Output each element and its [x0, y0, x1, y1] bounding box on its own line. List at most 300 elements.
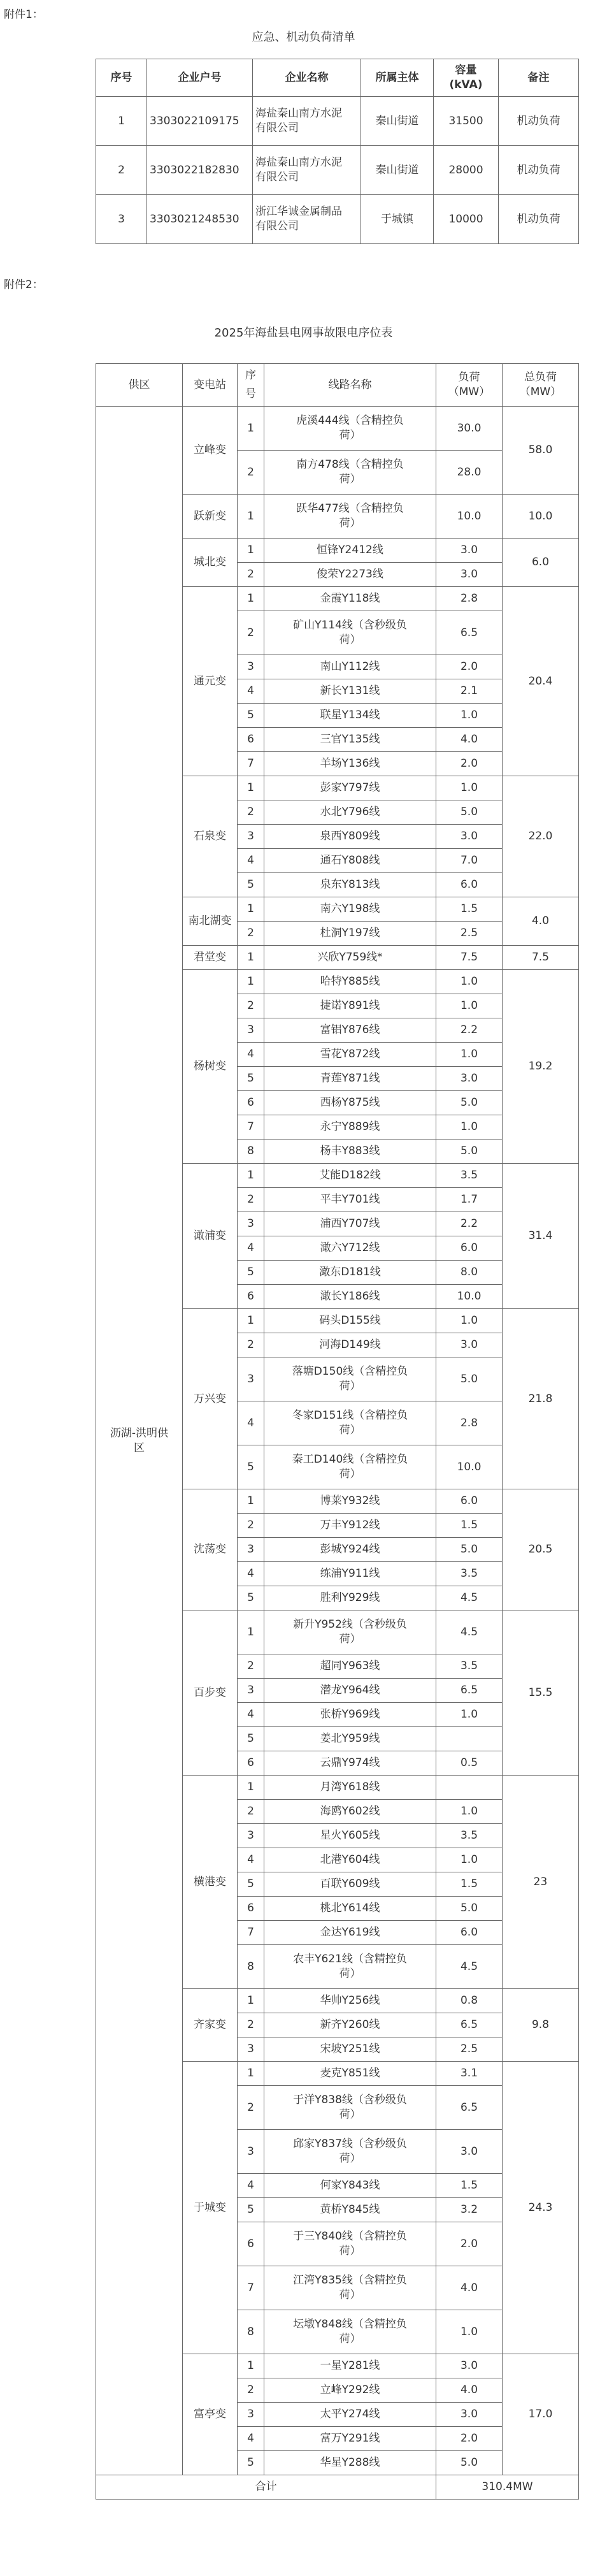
line-load-cell: 2.5	[436, 922, 503, 946]
line-name-cell: 杨丰Y883线	[264, 1140, 436, 1164]
line-index-cell: 4	[238, 1401, 264, 1445]
note-cell: 机动负荷	[499, 146, 579, 195]
line-name-cell: 博莱Y932线	[264, 1489, 436, 1514]
col-header-capacity: 容量 (kVA)	[434, 59, 499, 97]
line-load-cell: 1.0	[436, 704, 503, 728]
substation-cell: 于城变	[183, 2062, 238, 2354]
line-load-cell: 6.5	[436, 611, 503, 655]
line-load-cell	[436, 1727, 503, 1751]
line-name-cell: 河海D149线	[264, 1333, 436, 1357]
total-load-cell: 20.4	[503, 587, 579, 776]
line-index-cell: 5	[238, 1727, 264, 1751]
line-name-cell: 月湾Y618线	[264, 1776, 436, 1800]
total-load-cell: 7.5	[503, 946, 579, 970]
line-load-cell: 1.0	[436, 1309, 503, 1333]
line-load-cell: 4.5	[436, 1610, 503, 1654]
load-shedding-order-table	[96, 363, 579, 2500]
line-index-cell: 6	[238, 2222, 264, 2266]
line-name-cell: 立峰Y292线	[264, 2378, 436, 2403]
line-name-cell: 杜洞Y197线	[264, 922, 436, 946]
line-index-cell: 3	[238, 825, 264, 849]
line-name-cell: 澉长Y186线	[264, 1285, 436, 1309]
line-index-cell: 1	[238, 776, 264, 800]
line-load-cell: 3.0	[436, 825, 503, 849]
line-index-cell: 4	[238, 1703, 264, 1727]
line-index-cell: 4	[238, 2174, 264, 2198]
line-load-cell: 10.0	[436, 495, 503, 539]
line-name-cell: 泉西Y809线	[264, 825, 436, 849]
line-index-cell: 1	[238, 539, 264, 563]
line-index-cell: 2	[238, 994, 264, 1018]
line-name-cell: 富铝Y876线	[264, 1018, 436, 1043]
line-index-cell: 6	[238, 728, 264, 752]
entity-cell: 秦山街道	[361, 97, 434, 146]
line-index-cell: 2	[238, 1800, 264, 1824]
substation-cell: 横港变	[183, 1776, 238, 1989]
line-name-cell: 浦西Y707线	[264, 1212, 436, 1236]
line-name-cell: 云鼎Y974线	[264, 1751, 436, 1776]
total-label-cell: 合计	[96, 2475, 436, 2500]
line-load-cell: 3.0	[436, 2130, 503, 2174]
line-load-cell: 6.0	[436, 1236, 503, 1261]
total-row	[96, 2475, 579, 2500]
line-load-cell: 3.0	[436, 2354, 503, 2378]
line-name-cell: 于洋Y838线（含秒级负 荷）	[264, 2086, 436, 2130]
line-name-cell: 星火Y605线	[264, 1824, 436, 1848]
line-index-cell: 2	[238, 2378, 264, 2403]
line-load-cell: 30.0	[436, 407, 503, 451]
total-load-cell: 58.0	[503, 407, 579, 495]
line-name-cell: 西杨Y875线	[264, 1091, 436, 1115]
line-name-cell: 超同Y963线	[264, 1654, 436, 1679]
substation-cell: 城北变	[183, 539, 238, 587]
line-index-cell: 8	[238, 2310, 264, 2354]
line-name-cell: 冬家D151线（含精控负 荷）	[264, 1401, 436, 1445]
line-load-cell: 28.0	[436, 451, 503, 495]
entity-cell: 秦山街道	[361, 146, 434, 195]
line-load-cell: 3.0	[436, 1067, 503, 1091]
line-name-cell: 码头D155线	[264, 1309, 436, 1333]
total-load-cell: 31.4	[503, 1164, 579, 1309]
line-load-cell: 1.5	[436, 1514, 503, 1538]
line-name-cell: 艾能D182线	[264, 1164, 436, 1188]
line-name-cell: 南方478线（含精控负 荷）	[264, 451, 436, 495]
line-index-cell: 1	[238, 946, 264, 970]
line-name-cell: 潜龙Y964线	[264, 1679, 436, 1703]
substation-cell: 石泉变	[183, 776, 238, 897]
line-name-cell: 青莲Y871线	[264, 1067, 436, 1091]
line-load-cell: 1.0	[436, 970, 503, 994]
attachment-1-label: 附件1：	[4, 8, 43, 21]
line-load-cell: 3.1	[436, 2062, 503, 2086]
total-load-cell: 9.8	[503, 1989, 579, 2062]
table-row	[96, 97, 579, 146]
total-load-cell: 6.0	[503, 539, 579, 587]
line-name-cell: 金霞Y118线	[264, 587, 436, 611]
account-cell: 3303022182830	[147, 146, 253, 195]
substation-cell: 富亭变	[183, 2354, 238, 2475]
line-name-cell: 坛墩Y848线（含精控负 荷）	[264, 2310, 436, 2354]
line-name-cell: 联星Y134线	[264, 704, 436, 728]
line-index-cell: 4	[238, 1043, 264, 1067]
line-index-cell: 3	[238, 1538, 264, 1562]
line-name-cell: 澉东D181线	[264, 1261, 436, 1285]
line-index-cell: 1	[238, 2062, 264, 2086]
total-load-cell: 23	[503, 1776, 579, 1989]
total-load-cell: 4.0	[503, 897, 579, 946]
line-index-cell: 1	[238, 1776, 264, 1800]
substation-cell: 跃新变	[183, 495, 238, 539]
total-load-cell: 24.3	[503, 2062, 579, 2354]
total-value-cell: 310.4MW	[436, 2475, 579, 2500]
line-load-cell: 7.5	[436, 946, 503, 970]
line-name-cell: 南山Y112线	[264, 655, 436, 679]
table-row	[96, 407, 579, 451]
col-header-load: 负荷 （MW）	[436, 364, 503, 407]
line-name-cell: 俊荣Y2273线	[264, 563, 436, 587]
line-index-cell: 4	[238, 2427, 264, 2451]
index-cell: 3	[96, 195, 147, 244]
line-load-cell: 1.0	[436, 1043, 503, 1067]
line-load-cell: 1.0	[436, 994, 503, 1018]
line-name-cell: 平丰Y701线	[264, 1188, 436, 1212]
line-load-cell: 2.0	[436, 752, 503, 776]
line-name-cell: 新齐Y260线	[264, 2013, 436, 2037]
line-name-cell: 太平Y274线	[264, 2403, 436, 2427]
line-load-cell: 1.0	[436, 776, 503, 800]
line-load-cell: 1.5	[436, 897, 503, 922]
line-index-cell: 2	[238, 1654, 264, 1679]
line-load-cell: 2.8	[436, 1401, 503, 1445]
capacity-cell: 31500	[434, 97, 499, 146]
supply-area-cell: 沥湖-洪明供 区	[96, 407, 183, 2475]
substation-cell: 澉浦变	[183, 1164, 238, 1309]
line-load-cell: 2.0	[436, 2222, 503, 2266]
line-name-cell: 桃北Y614线	[264, 1897, 436, 1921]
line-index-cell: 1	[238, 1989, 264, 2013]
company-cell: 海盐秦山南方水泥 有限公司	[253, 146, 361, 195]
line-load-cell: 3.0	[436, 563, 503, 587]
line-index-cell: 3	[238, 1018, 264, 1043]
line-load-cell: 6.0	[436, 1489, 503, 1514]
line-name-cell: 澉六Y712线	[264, 1236, 436, 1261]
total-load-cell: 17.0	[503, 2354, 579, 2475]
line-name-cell: 雪花Y872线	[264, 1043, 436, 1067]
line-load-cell: 2.5	[436, 2037, 503, 2062]
index-cell: 1	[96, 97, 147, 146]
line-load-cell: 1.0	[436, 1848, 503, 1872]
line-load-cell: 6.5	[436, 1679, 503, 1703]
line-load-cell: 6.5	[436, 2013, 503, 2037]
line-index-cell: 1	[238, 1164, 264, 1188]
line-index-cell: 5	[238, 2451, 264, 2475]
line-index-cell: 3	[238, 2037, 264, 2062]
line-load-cell: 5.0	[436, 2451, 503, 2475]
note-cell: 机动负荷	[499, 97, 579, 146]
line-load-cell: 4.0	[436, 728, 503, 752]
line-load-cell: 2.2	[436, 1018, 503, 1043]
line-name-cell: 海鸥Y602线	[264, 1800, 436, 1824]
line-index-cell: 2	[238, 1514, 264, 1538]
line-index-cell: 8	[238, 1945, 264, 1989]
line-load-cell: 4.5	[436, 1586, 503, 1610]
line-name-cell: 张桥Y969线	[264, 1703, 436, 1727]
note-cell: 机动负荷	[499, 195, 579, 244]
line-index-cell: 5	[238, 2198, 264, 2222]
line-index-cell: 2	[238, 1188, 264, 1212]
substation-cell: 沈荡变	[183, 1489, 238, 1610]
line-index-cell: 3	[238, 1357, 264, 1401]
line-load-cell: 3.0	[436, 539, 503, 563]
line-index-cell: 6	[238, 1897, 264, 1921]
line-name-cell: 一星Y281线	[264, 2354, 436, 2378]
line-index-cell: 1	[238, 1489, 264, 1514]
line-load-cell: 2.1	[436, 679, 503, 704]
line-load-cell: 7.0	[436, 849, 503, 873]
substation-cell: 君堂变	[183, 946, 238, 970]
line-name-cell: 金达Y619线	[264, 1921, 436, 1945]
line-index-cell: 1	[238, 897, 264, 922]
line-index-cell: 2	[238, 2086, 264, 2130]
line-name-cell: 南六Y198线	[264, 897, 436, 922]
line-index-cell: 5	[238, 873, 264, 897]
line-load-cell: 3.5	[436, 1164, 503, 1188]
line-load-cell: 4.0	[436, 2378, 503, 2403]
line-name-cell: 矿山Y114线（含秒级负 荷）	[264, 611, 436, 655]
line-name-cell: 万丰Y912线	[264, 1514, 436, 1538]
line-index-cell: 2	[238, 563, 264, 587]
line-name-cell: 通石Y808线	[264, 849, 436, 873]
line-load-cell: 3.0	[436, 2403, 503, 2427]
total-load-cell: 20.5	[503, 1489, 579, 1610]
line-name-cell: 练浦Y911线	[264, 1562, 436, 1586]
line-name-cell: 何家Y843线	[264, 2174, 436, 2198]
line-load-cell: 0.8	[436, 1989, 503, 2013]
line-name-cell: 彭家Y797线	[264, 776, 436, 800]
line-load-cell: 5.0	[436, 1897, 503, 1921]
line-index-cell: 1	[238, 1610, 264, 1654]
line-load-cell: 5.0	[436, 1357, 503, 1401]
index-cell: 2	[96, 146, 147, 195]
line-load-cell: 10.0	[436, 1445, 503, 1489]
company-cell: 海盐秦山南方水泥 有限公司	[253, 97, 361, 146]
line-load-cell: 6.0	[436, 873, 503, 897]
line-load-cell: 10.0	[436, 1285, 503, 1309]
line-index-cell: 2	[238, 451, 264, 495]
line-index-cell: 2	[238, 922, 264, 946]
substation-cell: 百步变	[183, 1610, 238, 1776]
line-name-cell: 胜利Y929线	[264, 1586, 436, 1610]
line-index-cell: 4	[238, 1236, 264, 1261]
line-load-cell: 1.5	[436, 1872, 503, 1897]
line-load-cell: 5.0	[436, 800, 503, 825]
line-name-cell: 宋坡Y251线	[264, 2037, 436, 2062]
line-name-cell: 三官Y135线	[264, 728, 436, 752]
line-index-cell: 3	[238, 1212, 264, 1236]
line-load-cell: 5.0	[436, 1091, 503, 1115]
line-index-cell: 6	[238, 1285, 264, 1309]
line-name-cell: 富万Y291线	[264, 2427, 436, 2451]
line-index-cell: 3	[238, 655, 264, 679]
line-name-cell: 兴欣Y759线*	[264, 946, 436, 970]
col-header-company: 企业名称	[253, 59, 361, 97]
col-header-entity: 所属主体	[361, 59, 434, 97]
line-index-cell: 1	[238, 587, 264, 611]
capacity-cell: 28000	[434, 146, 499, 195]
col-header-supply-area: 供区	[96, 364, 183, 407]
line-name-cell: 彭城Y924线	[264, 1538, 436, 1562]
line-load-cell: 3.0	[436, 1333, 503, 1357]
line-index-cell: 2	[238, 1333, 264, 1357]
line-load-cell: 2.0	[436, 655, 503, 679]
line-load-cell: 1.7	[436, 1188, 503, 1212]
total-load-cell: 19.2	[503, 970, 579, 1164]
line-name-cell: 跃华477线（含精控负 荷）	[264, 495, 436, 539]
line-load-cell: 1.0	[436, 1703, 503, 1727]
line-index-cell: 8	[238, 1140, 264, 1164]
col-header-index: 序号	[238, 364, 264, 407]
line-name-cell: 华星Y288线	[264, 2451, 436, 2475]
line-index-cell: 7	[238, 2266, 264, 2310]
line-load-cell: 3.2	[436, 2198, 503, 2222]
line-name-cell: 捷诺Y891线	[264, 994, 436, 1018]
capacity-cell: 10000	[434, 195, 499, 244]
line-name-cell: 虎溪444线（含精控负 荷）	[264, 407, 436, 451]
line-name-cell: 邱家Y837线（含秒级负 荷）	[264, 2130, 436, 2174]
line-load-cell: 1.0	[436, 1115, 503, 1140]
substation-cell: 万兴变	[183, 1309, 238, 1489]
line-index-cell: 3	[238, 1679, 264, 1703]
line-name-cell: 姜北Y959线	[264, 1727, 436, 1751]
line-name-cell: 于三Y840线（含精控负 荷）	[264, 2222, 436, 2266]
account-cell: 3303021248530	[147, 195, 253, 244]
line-index-cell: 1	[238, 2354, 264, 2378]
line-name-cell: 秦工D140线（含精控负 荷）	[264, 1445, 436, 1489]
line-index-cell: 5	[238, 1445, 264, 1489]
line-index-cell: 5	[238, 1586, 264, 1610]
company-cell: 浙江华诚金属制品 有限公司	[253, 195, 361, 244]
line-index-cell: 3	[238, 2403, 264, 2427]
col-header-substation: 变电站	[183, 364, 238, 407]
line-index-cell: 1	[238, 1309, 264, 1333]
line-load-cell: 2.8	[436, 587, 503, 611]
line-name-cell: 水北Y796线	[264, 800, 436, 825]
line-load-cell: 3.5	[436, 1654, 503, 1679]
table-row	[96, 146, 579, 195]
line-name-cell: 北港Y604线	[264, 1848, 436, 1872]
table-row	[96, 195, 579, 244]
line-index-cell: 4	[238, 679, 264, 704]
line-index-cell: 4	[238, 1848, 264, 1872]
line-load-cell: 1.0	[436, 1800, 503, 1824]
line-load-cell: 4.0	[436, 2266, 503, 2310]
line-load-cell: 5.0	[436, 1140, 503, 1164]
line-name-cell: 新升Y952线（含秒级负 荷）	[264, 1610, 436, 1654]
line-name-cell: 农丰Y621线（含精控负 荷）	[264, 1945, 436, 1989]
line-index-cell: 1	[238, 495, 264, 539]
line-load-cell: 4.5	[436, 1945, 503, 1989]
total-load-cell: 21.8	[503, 1309, 579, 1489]
col-header-note: 备注	[499, 59, 579, 97]
line-load-cell: 2.0	[436, 2427, 503, 2451]
line-load-cell: 5.0	[436, 1538, 503, 1562]
line-index-cell: 3	[238, 2130, 264, 2174]
line-name-cell: 落塘D150线（含精控负 荷）	[264, 1357, 436, 1401]
col-header-account: 企业户号	[147, 59, 253, 97]
total-load-cell: 15.5	[503, 1610, 579, 1776]
line-index-cell: 2	[238, 800, 264, 825]
line-index-cell: 7	[238, 1115, 264, 1140]
line-name-cell: 华帅Y256线	[264, 1989, 436, 2013]
line-load-cell: 3.5	[436, 1824, 503, 1848]
line-load-cell	[436, 1776, 503, 1800]
line-index-cell: 4	[238, 1562, 264, 1586]
line-load-cell: 2.2	[436, 1212, 503, 1236]
total-load-cell: 22.0	[503, 776, 579, 897]
load-shedding-table-title: 2025年海盐县电网事故限电序位表	[214, 326, 393, 340]
line-index-cell: 1	[238, 970, 264, 994]
line-index-cell: 2	[238, 2013, 264, 2037]
line-index-cell: 5	[238, 1872, 264, 1897]
line-name-cell: 羊场Y136线	[264, 752, 436, 776]
line-index-cell: 6	[238, 1091, 264, 1115]
line-name-cell: 江湾Y835线（含精控负 荷）	[264, 2266, 436, 2310]
line-name-cell: 新长Y131线	[264, 679, 436, 704]
table-header-row	[96, 364, 579, 407]
line-name-cell: 百联Y609线	[264, 1872, 436, 1897]
substation-cell: 通元变	[183, 587, 238, 776]
line-load-cell: 1.0	[436, 2310, 503, 2354]
line-index-cell: 6	[238, 1751, 264, 1776]
substation-cell: 立峰变	[183, 407, 238, 495]
line-load-cell: 8.0	[436, 1261, 503, 1285]
line-name-cell: 黄桥Y845线	[264, 2198, 436, 2222]
line-load-cell: 3.5	[436, 1562, 503, 1586]
account-cell: 3303022109175	[147, 97, 253, 146]
line-load-cell: 1.5	[436, 2174, 503, 2198]
col-header-total-load: 总负荷 （MW）	[503, 364, 579, 407]
emergency-load-table	[96, 59, 579, 244]
substation-cell: 齐家变	[183, 1989, 238, 2062]
line-index-cell: 5	[238, 704, 264, 728]
line-index-cell: 5	[238, 1067, 264, 1091]
line-index-cell: 3	[238, 1824, 264, 1848]
line-name-cell: 永宁Y889线	[264, 1115, 436, 1140]
line-name-cell: 泉东Y813线	[264, 873, 436, 897]
line-load-cell: 0.5	[436, 1751, 503, 1776]
col-header-index: 序号	[96, 59, 147, 97]
line-load-cell: 6.0	[436, 1921, 503, 1945]
total-load-cell: 10.0	[503, 495, 579, 539]
line-name-cell: 恒锋Y2412线	[264, 539, 436, 563]
line-load-cell: 6.5	[436, 2086, 503, 2130]
line-index-cell: 7	[238, 752, 264, 776]
substation-cell: 杨树变	[183, 970, 238, 1164]
entity-cell: 于城镇	[361, 195, 434, 244]
substation-cell: 南北湖变	[183, 897, 238, 946]
line-name-cell: 麦克Y851线	[264, 2062, 436, 2086]
col-header-line-name: 线路名称	[264, 364, 436, 407]
line-index-cell: 4	[238, 849, 264, 873]
line-index-cell: 2	[238, 611, 264, 655]
line-index-cell: 5	[238, 1261, 264, 1285]
attachment-2-label: 附件2：	[4, 279, 43, 291]
line-index-cell: 7	[238, 1921, 264, 1945]
line-index-cell: 1	[238, 407, 264, 451]
emergency-load-table-title: 应急、机动负荷清单	[252, 31, 355, 44]
table-header-row	[96, 59, 579, 97]
line-name-cell: 哈特Y885线	[264, 970, 436, 994]
